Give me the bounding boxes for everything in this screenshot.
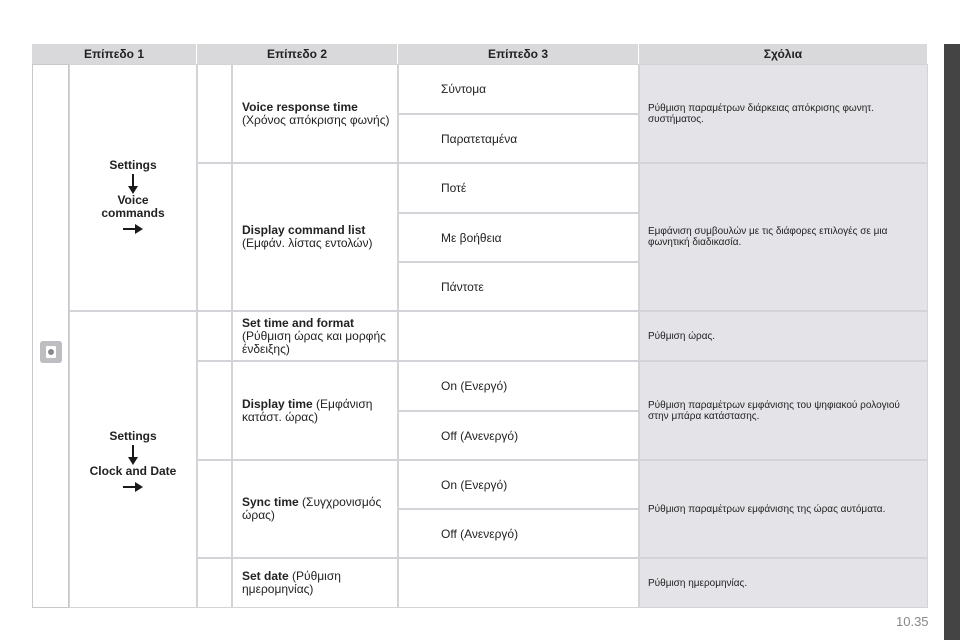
- header-level1: Επίπεδο 1: [32, 44, 197, 64]
- level2-voice-response-time: [232, 64, 398, 163]
- spacer-cell: [197, 311, 232, 361]
- level1-clock-and-date-label: Clock and Date: [89, 464, 177, 478]
- empty-option-cell: [398, 558, 639, 608]
- empty-option-cell: [398, 311, 639, 361]
- spacer-cell: [197, 163, 232, 311]
- level1-settings-label: Settings: [109, 158, 157, 172]
- icon-column: [32, 64, 69, 608]
- level2-subtitle: (Συγχρονισμός ώρας): [242, 495, 382, 522]
- level2-subtitle: (Χρόνος απόκρισης φωνής): [242, 112, 390, 127]
- option-item: Ποτέ: [398, 163, 639, 213]
- level2-display-time: [232, 361, 398, 460]
- note-cell: Ρύθμιση ώρας.: [639, 311, 928, 361]
- level2-title: Set date: [242, 569, 289, 583]
- option-item: Πάντοτε: [398, 262, 639, 311]
- option-item: On (Ενεργό): [398, 361, 639, 411]
- vertical-scrollbar[interactable]: [944, 44, 960, 640]
- header-level2: Επίπεδο 2: [197, 44, 398, 64]
- spacer-cell: [197, 460, 232, 558]
- level2-title: Sync time: [242, 495, 299, 509]
- option-item: On (Ενεργό): [398, 460, 639, 509]
- arrow-right-icon: [123, 481, 143, 493]
- note-cell: Ρύθμιση παραμέτρων διάρκειας απόκρισης φωνητ. συστήματος.: [639, 64, 928, 163]
- level2-set-date: [232, 558, 398, 608]
- settings-icon: [40, 341, 62, 363]
- arrow-down-icon: [127, 174, 139, 194]
- note-cell: Ρύθμιση ημερομηνίας.: [639, 558, 928, 608]
- note-cell: Ρύθμιση παραμέτρων εμφάνισης του ψηφιακού ρολογιού στην μπάρα κατάστασης.: [639, 361, 928, 460]
- option-item: Παρατεταμένα: [398, 114, 639, 163]
- level2-title: Display command list: [242, 223, 366, 237]
- level2-sync-time: [232, 460, 398, 558]
- level2-subtitle: (Ρύθμιση ώρας και μορφής ένδειξης): [242, 328, 386, 356]
- level1-clock-and-date: [69, 311, 197, 608]
- arrow-down-icon: [127, 445, 139, 465]
- level1-settings-label: Settings: [109, 429, 157, 443]
- option-item: Σύντομα: [398, 64, 639, 114]
- note-cell: Ρύθμιση παραμέτρων εμφάνισης της ώρας αυτόματα.: [639, 460, 928, 558]
- level2-display-command-list: [232, 163, 398, 311]
- level2-title: Set time and format: [242, 315, 355, 330]
- level2-subtitle: (Ρύθμιση ημερομηνίας): [242, 569, 341, 596]
- page-number: 10.35: [896, 614, 929, 629]
- level2-subtitle: (Εμφάνιση κατάστ. ώρας): [242, 396, 373, 424]
- level1-voice-commands-label: Voice commands: [101, 193, 165, 220]
- menu-table: [32, 44, 928, 608]
- note-cell: Εμφάνιση συμβουλών με τις διάφορες επιλογές σε μια φωνητική διαδικασία.: [639, 163, 928, 311]
- option-item: Με βοήθεια: [398, 213, 639, 262]
- level2-set-time-and-format: [232, 311, 398, 361]
- level2-title: Voice response time: [242, 99, 358, 114]
- level2-subtitle: (Εμφάν. λίστας εντολών): [242, 236, 373, 250]
- level1-voice-commands: [69, 64, 197, 311]
- option-item: Off (Ανενεργό): [398, 509, 639, 558]
- spacer-cell: [197, 361, 232, 460]
- spacer-cell: [197, 558, 232, 608]
- option-item: Off (Ανενεργό): [398, 411, 639, 460]
- header-notes: Σχόλια: [639, 44, 928, 64]
- level2-title: Display time: [242, 396, 313, 411]
- header-level3: Επίπεδο 3: [398, 44, 639, 64]
- spacer-cell: [197, 64, 232, 163]
- arrow-right-icon: [123, 223, 143, 235]
